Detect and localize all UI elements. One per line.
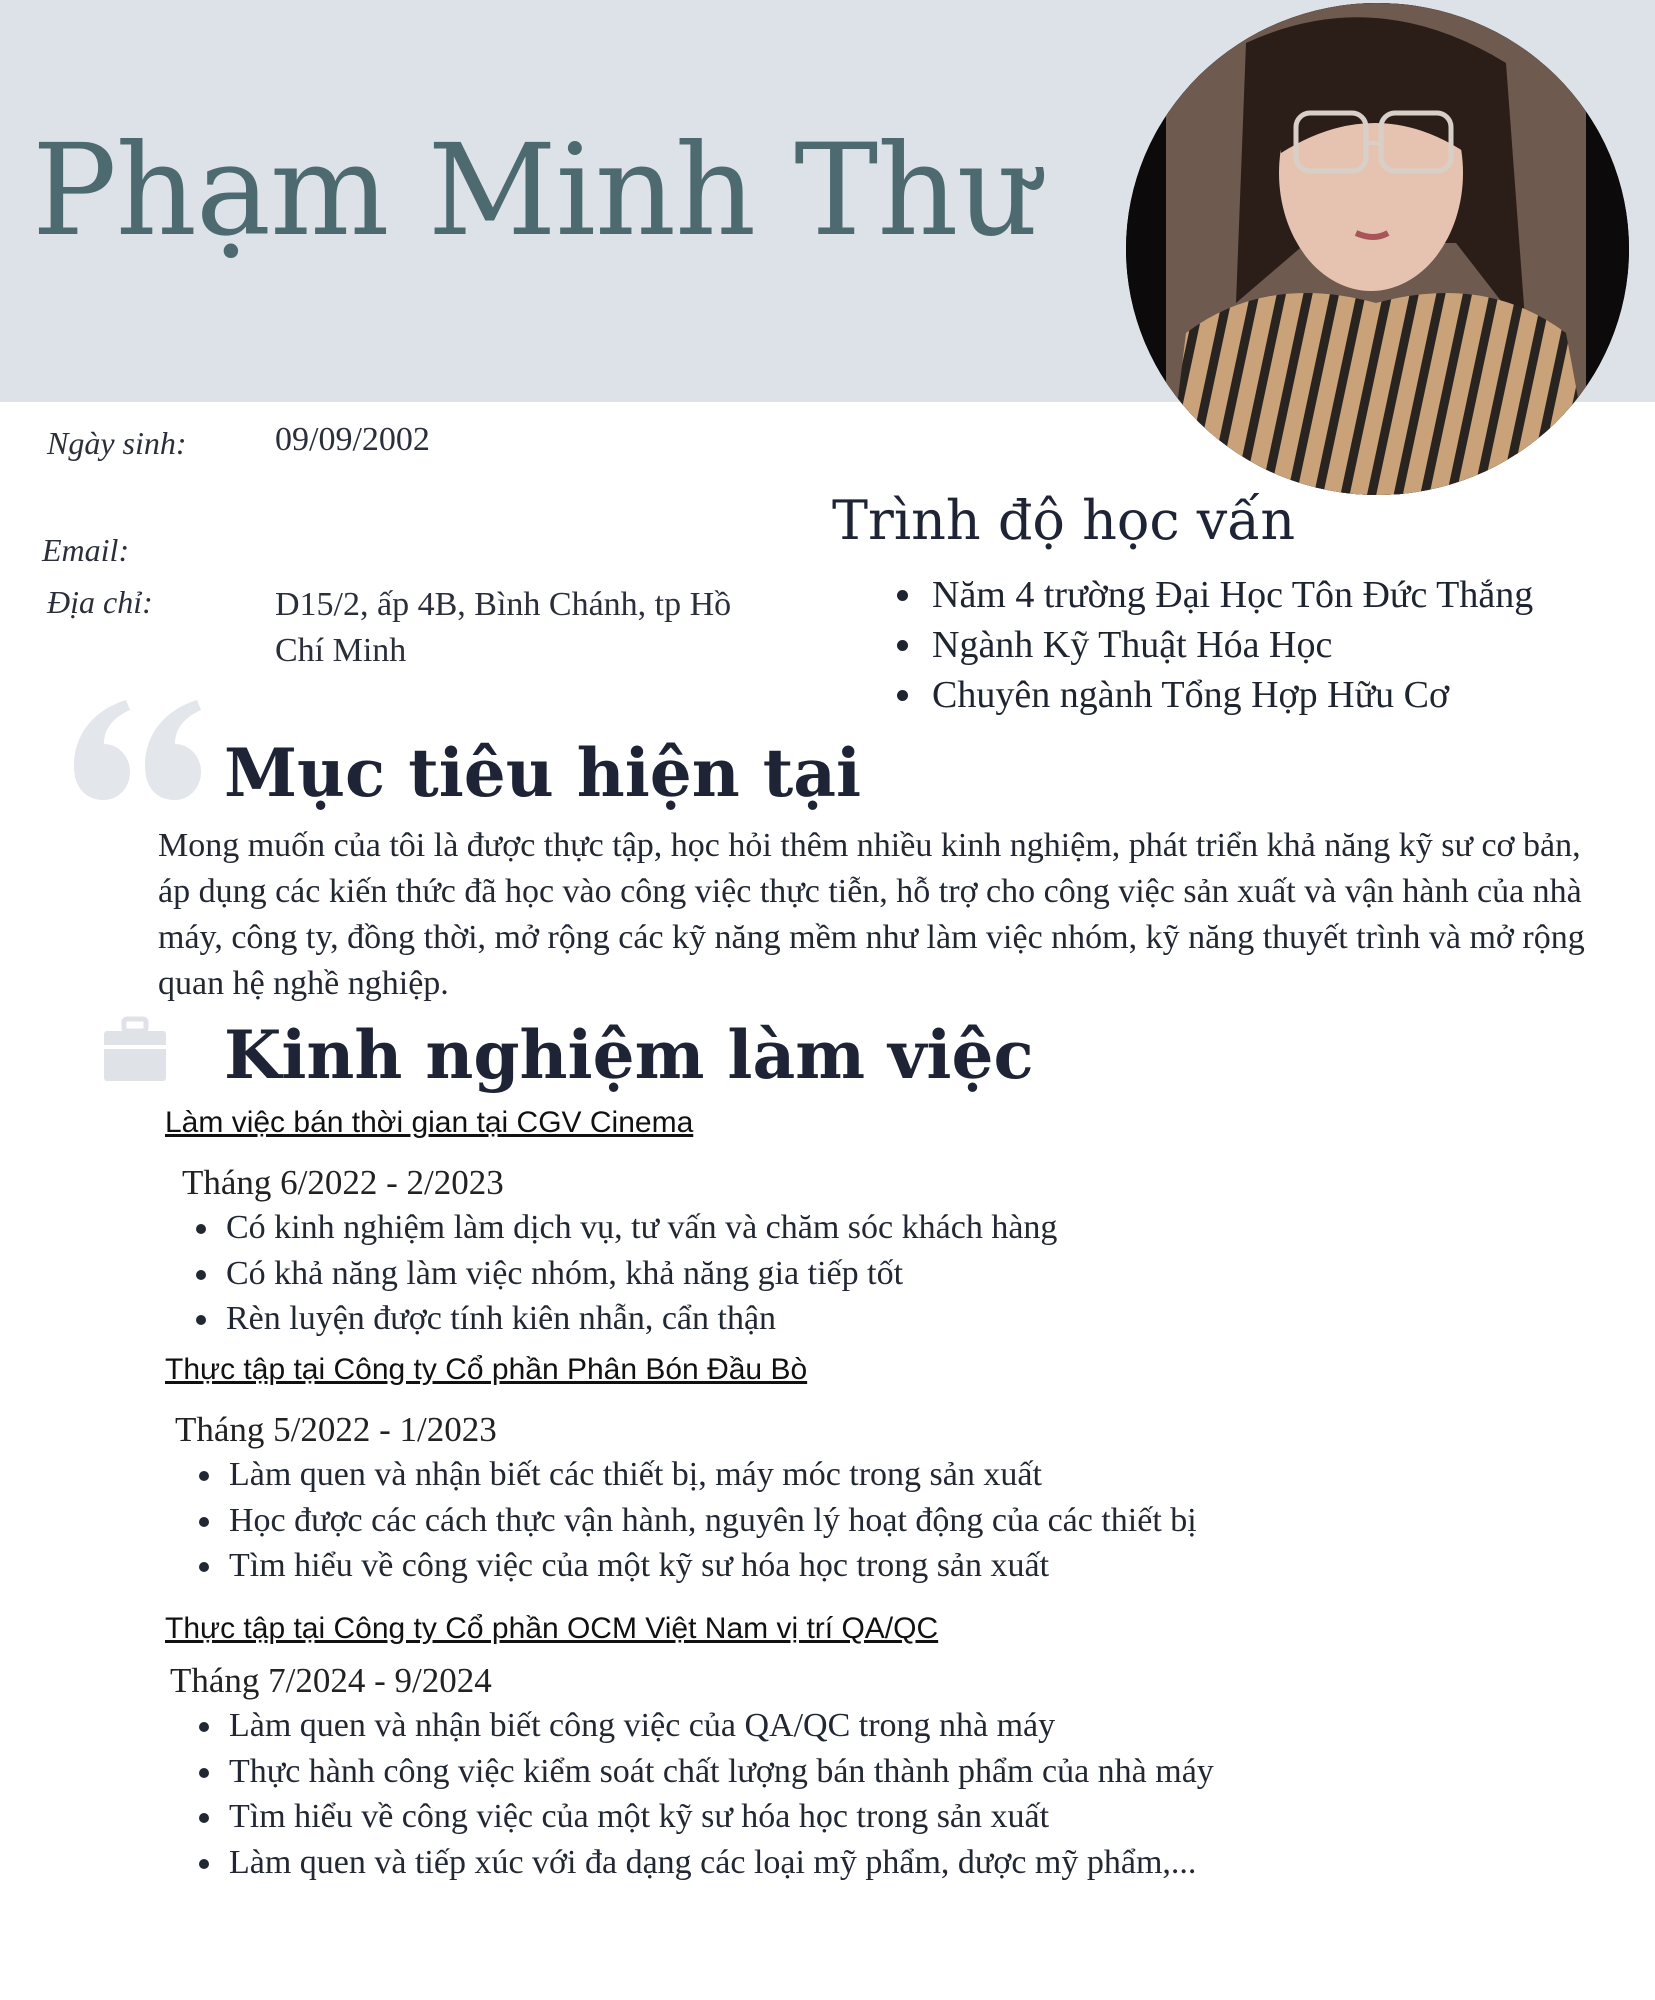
address-value: D15/2, ấp 4B, Bình Chánh, tp Hồ Chí Minh <box>275 586 732 669</box>
list-item: • Làm quen và nhận biết các thiết bị, máy móc trong sản xuất <box>225 1452 1197 1498</box>
page-title: Phạm Minh Thư <box>32 117 1038 264</box>
list-item: • Làm quen và tiếp xúc với đa dạng các loại mỹ phẩm, dược mỹ phẩm,... <box>225 1840 1214 1886</box>
job-title: Làm việc bán thời gian tại CGV Cinema <box>165 1106 694 1139</box>
list-item: • Chuyên ngành Tổng Hợp Hữu Cơ <box>926 670 1533 720</box>
list-item: • Tìm hiểu về công việc của một kỹ sư hóa học trong sản xuất <box>225 1794 1214 1840</box>
profile-photo <box>1126 3 1629 495</box>
email-label: Email: <box>42 532 130 568</box>
job-date: Tháng 7/2024 - 9/2024 <box>170 1661 492 1700</box>
education-list <box>890 570 1533 720</box>
job-date: Tháng 6/2022 - 2/2023 <box>182 1163 504 1202</box>
list-item: • Có kinh nghiệm làm dịch vụ, tư vấn và chăm sóc khách hàng <box>222 1205 1057 1251</box>
list-item: • Làm quen và nhận biết công việc của QA/QC trong nhà máy <box>225 1703 1214 1749</box>
list-item: • Ngành Kỹ Thuật Hóa Học <box>926 620 1533 670</box>
quote-icon <box>74 700 204 800</box>
list-item: • Có khả năng làm việc nhóm, khả năng gia tiếp tốt <box>222 1251 1057 1297</box>
job-date: Tháng 5/2022 - 1/2023 <box>175 1410 497 1449</box>
job-title: Thực tập tại Công ty Cổ phần OCM Việt Nam vị trí QA/QC <box>165 1612 939 1645</box>
list-item: • Rèn luyện được tính kiên nhẫn, cẩn thận <box>222 1296 1057 1342</box>
dob-label: Ngày sinh: <box>47 425 187 461</box>
objective-text: Mong muốn của tôi là được thực tập, học hỏi thêm nhiều kinh nghiệm, phát triển khả năng kỹ sư cơ bản, áp dụng các kiến thức đã học vào công việc thực tiễn, hỗ trợ cho công việc sản xuất và vận hành của nhà máy, công ty, đồng thời, mở rộng các kỹ năng mềm như làm việc nhóm, kỹ năng thuyết trình và mở rộng quan hệ nghề nghiệp. <box>158 827 1585 1002</box>
job-duties <box>185 1703 1214 1885</box>
job-title: Thực tập tại Công ty Cổ phần Phân Bón Đầu Bò <box>165 1353 808 1386</box>
education-heading: Trình độ học vấn <box>832 489 1296 552</box>
experience-heading: Kinh nghiệm làm việc <box>224 1016 1034 1094</box>
dob-value: 09/09/2002 <box>275 421 430 458</box>
address-label: Địa chỉ: <box>47 584 153 620</box>
list-item: • Thực hành công việc kiểm soát chất lượng bán thành phẩm của nhà máy <box>225 1749 1214 1795</box>
objective-heading: Mục tiêu hiện tại <box>224 734 862 812</box>
job-duties <box>185 1452 1197 1589</box>
list-item: • Năm 4 trường Đại Học Tôn Đức Thắng <box>926 570 1533 620</box>
list-item: • Học được các cách thực vận hành, nguyên lý hoạt động của các thiết bị <box>225 1498 1197 1544</box>
briefcase-icon <box>104 1015 166 1081</box>
job-duties <box>182 1205 1057 1342</box>
list-item: • Tìm hiểu về công việc của một kỹ sư hóa học trong sản xuất <box>225 1543 1197 1589</box>
